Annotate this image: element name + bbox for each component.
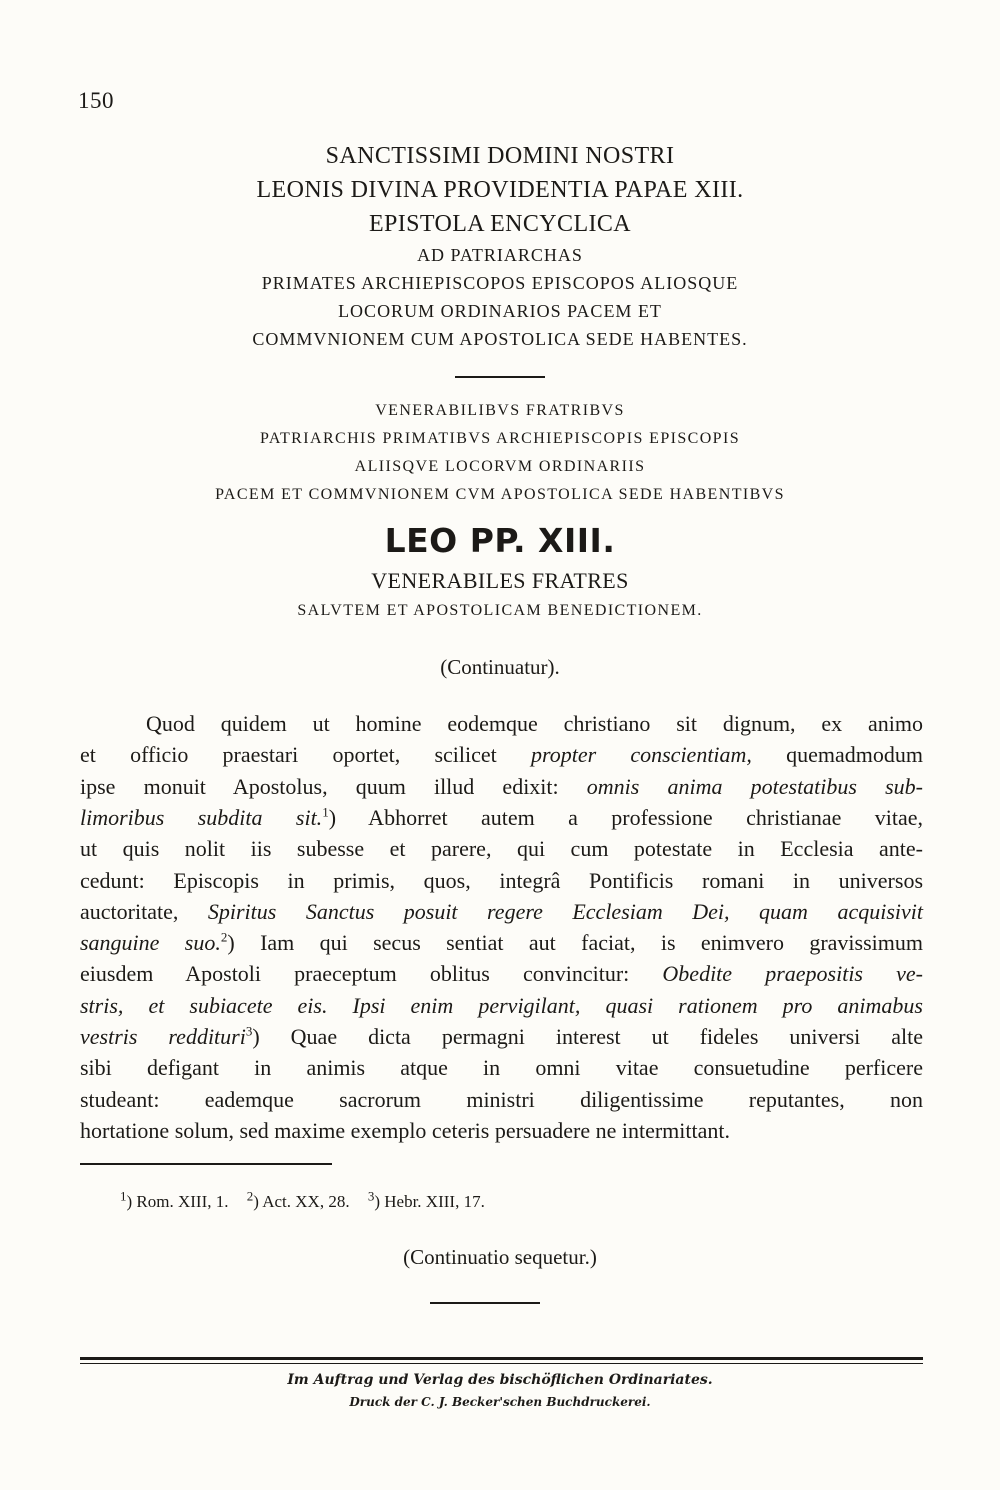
title-line-7: COMMVNIONEM CUM APOSTOLICA SEDE HABENTES. [252, 329, 748, 349]
paragraph-line: cedunt: Episcopis in primis, quos, integrâ Pontificis romani in universos [80, 867, 923, 893]
address-line-1: VENERABILIBVS FRATRIBVS [375, 402, 625, 419]
continuatur-note: (Continuatur). [440, 655, 560, 679]
paragraph-line: et officio praestari oportet, scilicet propter conscientiam, quemadmodum [80, 742, 924, 768]
sender-name: LEO PP. XIII. [384, 521, 616, 560]
title-line-5: PRIMATES ARCHIEPISCOPOS EPISCOPOS ALIOSQUE [261, 273, 739, 293]
paragraph-line: sibi defigant in animis atque in omni vitae consuetudine perficere [80, 1055, 923, 1081]
paragraph-line: ut quis nolit iis subesse et parere, qui cum potestate in Ecclesia ante- [80, 836, 923, 862]
title-divider [455, 376, 545, 378]
footnote-1: $^1$) Rom. XIII, 1. [120, 1188, 229, 1211]
imprint-rule-thick [80, 1357, 923, 1360]
footnotes [120, 1188, 499, 1212]
paragraph-line: hortatione solum, sed maxime exemplo ceteris persuadere ne intermittant. [80, 1117, 731, 1143]
title-line-6: LOCORUM ORDINARIOS PACEM ET [338, 301, 662, 321]
title-line-2: LEONIS DIVINA PROVIDENTIA PAPAE XIII. [256, 177, 744, 203]
paragraph-line: limoribus subdita sit.$^1$) Abhorret autem a professione christianae vitae, [80, 804, 923, 830]
footnote-ref: 3 [245, 1023, 253, 1039]
paragraph-line: auctoritate, Spiritus Sanctus posuit regere Ecclesiam Dei, quam acquisivit [80, 898, 923, 924]
footnote-ref: 1 [322, 804, 329, 820]
imprint-printer: Druck der C. J. Becker'schen Buchdruckerei. [349, 1395, 651, 1409]
paragraph-line: vestris reddituri$^3$) Quae dicta permagni interest ut fideles universi alte [80, 1023, 923, 1049]
greeting: VENERABILES FRATRES [371, 568, 629, 593]
imprint-rule-thin [80, 1363, 923, 1364]
page-number: 150 [78, 88, 114, 113]
imprint-publisher: Im Auftrag und Verlag des bischöflichen Ordinariates. [287, 1372, 713, 1388]
title-line-1: SANCTISSIMI DOMINI NOSTRI [325, 143, 675, 169]
footnote-3: $^3$) Hebr. XIII, 17. [367, 1188, 485, 1211]
footnote-2: $^2$) Act. XX, 28. [246, 1188, 350, 1211]
footnote-ref: 2 [220, 929, 228, 945]
address-line-4: PACEM ET COMMVNIONEM CVM APOSTOLICA SEDE HABENTIBVS [215, 486, 785, 503]
paragraph-line: Quod quidem ut homine eodemque christiano sit dignum, ex animo [146, 711, 923, 736]
title-line-3: EPISTOLA ENCYCLICA [368, 211, 632, 237]
paragraph-line: studeant: eademque sacrorum ministri diligentissime reputantes, non [80, 1086, 923, 1112]
address-line-2: PATRIARCHIS PRIMATIBVS ARCHIEPISCOPIS EPISCOPIS [260, 430, 740, 447]
paragraph-line: sanguine suo.$^2$) Iam qui secus sentiat aut faciat, is enimvero gravissimum [80, 929, 923, 956]
paragraph-line: ipse monuit Apostolus, quum illud edixit: omnis anima potestatibus sub- [80, 773, 923, 799]
paragraph-line: stris, et subiacete eis. Ipsi enim pervigilant, quasi rationem pro animabus [80, 992, 923, 1018]
paragraph-line: eiusdem Apostoli praeceptum oblitus convincitur: Obedite praepositis ve- [80, 961, 923, 987]
footnote-divider [80, 1163, 332, 1165]
continuatio-note: (Continuatio sequetur.) [403, 1245, 597, 1269]
salutation: SALVTEM ET APOSTOLICAM BENEDICTIONEM. [297, 602, 703, 619]
end-divider [430, 1302, 540, 1304]
title-line-4: AD PATRIARCHAS [417, 245, 583, 265]
address-line-3: ALIISQVE LOCORVM ORDINARIIS [354, 458, 646, 475]
